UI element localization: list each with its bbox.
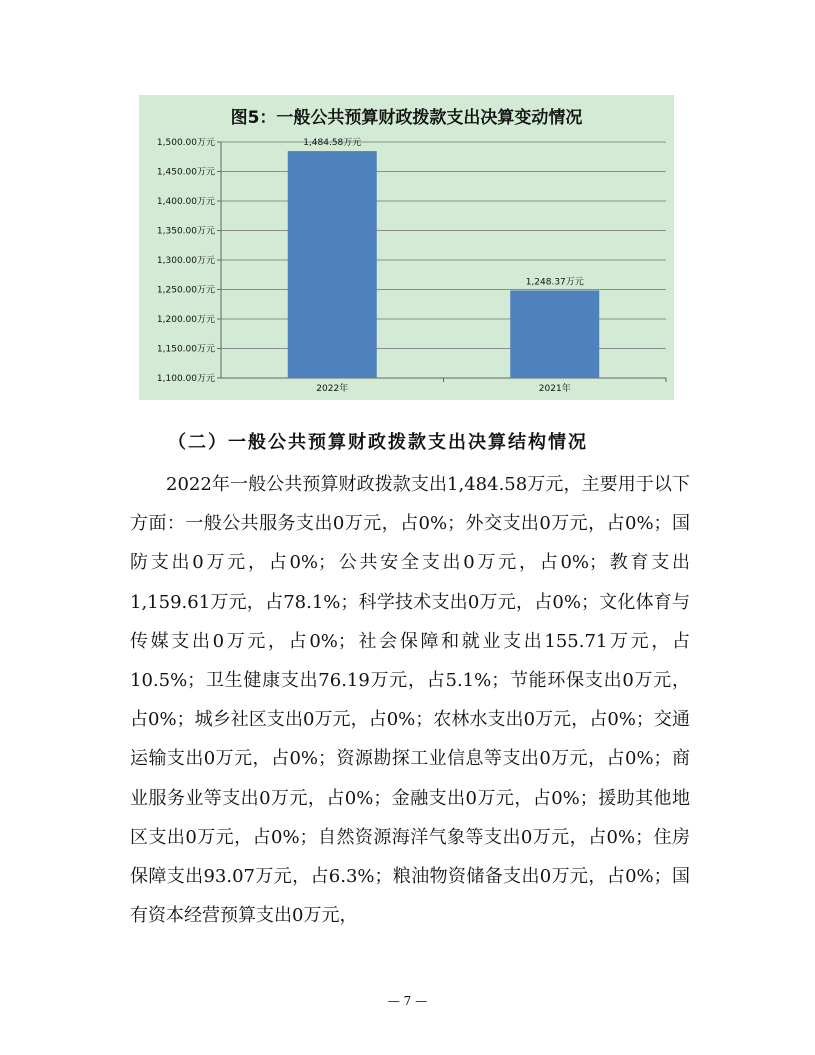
y-tick-label: 1,500.00万元 <box>156 138 215 148</box>
expenditure-bar-chart <box>139 95 674 400</box>
page-number: — 7 — <box>387 994 428 1008</box>
y-tick-label: 1,400.00万元 <box>156 197 215 207</box>
chart-title: 图5：一般公共预算财政拨款支出决算变动情况 <box>230 108 583 128</box>
body-paragraph: 2022年一般公共预算财政拨款支出1,484.58万元，主要用于以下方面：一般公共服务支出0万元，占0%；外交支出0万元，占0%；国防支出0万元，占0%；公共安全支出0万元，占0%；教育支出1,159.61万元，占78.1%；科学技术支出0万元，占0%；文化体育与传媒支出0万元，占0%；社会保障和就业支出155.71万元，占10.5%；卫生健康支出76.19万元，占5.1%；节能环保支出0万元，占0%；城乡社区支出0万元，占0%；农林水支出0万元，占0%；交通运输支出0万元，占0%；资源勘探工业信息等支出0万元，占0%；商业服务业等支出0万元，占0%；金融支出0万元，占0%；援助其他地区支出0万元，占0%；自然资源海洋气象等支出0万元，占0%；住房保障支出93.07万元，占6.3%；粮油物资储备支出0万元，占0%；国有资本经营预算支出0万元， <box>130 474 690 927</box>
data-label: 1,484.58万元 <box>303 138 362 149</box>
bar <box>288 151 377 378</box>
y-tick-label: 1,150.00万元 <box>156 344 215 355</box>
data-label: 1,248.37万元 <box>525 277 584 288</box>
y-tick-label: 1,200.00万元 <box>156 315 215 325</box>
y-tick-label: 1,250.00万元 <box>156 285 215 296</box>
bar <box>510 290 599 378</box>
y-tick-label: 1,450.00万元 <box>156 167 215 178</box>
section-heading: （二）一般公共预算财政拨款支出决算结构情况 <box>168 432 588 453</box>
y-tick-label: 1,350.00万元 <box>156 226 215 237</box>
x-tick-label: 2021年 <box>538 384 571 394</box>
y-tick-label: 1,100.00万元 <box>156 374 215 384</box>
chart-plot <box>139 95 674 400</box>
y-tick-label: 1,300.00万元 <box>156 256 215 266</box>
x-tick-label: 2022年 <box>316 384 349 394</box>
